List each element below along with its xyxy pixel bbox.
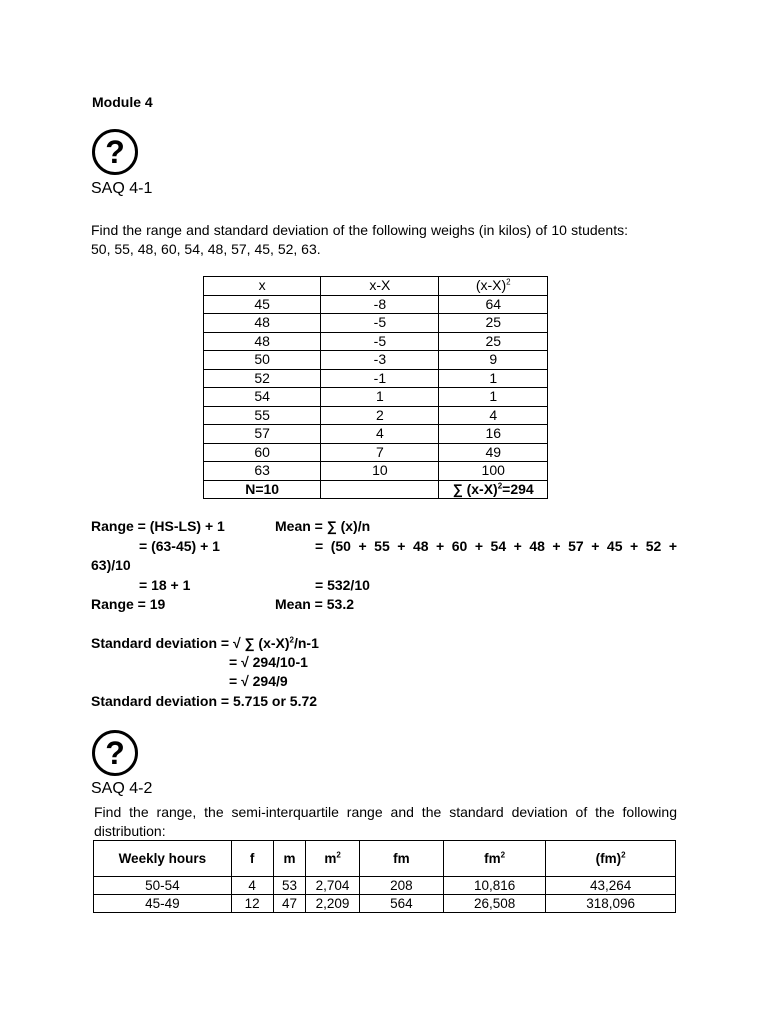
saq2-table <box>93 840 676 913</box>
table-row <box>204 406 548 425</box>
mean-line-4: = 532/10 <box>315 577 370 593</box>
table-cell: 9 <box>439 351 548 370</box>
header-x: x <box>204 277 321 296</box>
table-cell: 63 <box>204 462 321 481</box>
saq2-question: Find the range, the semi-interquartile range and the standard deviation of the following distribution: <box>94 804 677 839</box>
header-m-squared: $m^2$ <box>306 841 360 877</box>
table-cell: 50-54 <box>94 877 232 895</box>
header-weekly-hours: Weekly hours <box>94 841 232 877</box>
saq2-title: SAQ 4-2 <box>91 780 153 797</box>
header-f: f <box>231 841 273 877</box>
question-icon: ? <box>92 730 138 776</box>
table-row <box>204 462 548 481</box>
table-row <box>204 443 548 462</box>
table-cell: 54 <box>204 388 321 407</box>
table-row <box>204 425 548 444</box>
table-cell: 48 <box>204 314 321 333</box>
table-row <box>204 314 548 333</box>
table-cell: 57 <box>204 425 321 444</box>
table-cell: 45-49 <box>94 895 232 913</box>
table-cell: 25 <box>439 314 548 333</box>
header-deviation-squared: $(x-X)^2$ <box>439 277 548 296</box>
header-fm: fm <box>359 841 443 877</box>
table-cell: 4 <box>439 406 548 425</box>
table-footer-row <box>204 480 548 499</box>
table-row <box>204 388 548 407</box>
mean-line-3: 63)/10 <box>91 557 131 573</box>
table-row <box>94 895 676 913</box>
footer-empty <box>321 480 439 499</box>
table-row <box>204 351 548 370</box>
sd-line-3: = √ 294/9 <box>229 673 288 689</box>
sd-line-1: Standard deviation = √ ∑ $(x-X)^2/n-1$ <box>91 635 319 651</box>
table-cell: 50 <box>204 351 321 370</box>
table-cell: -3 <box>321 351 439 370</box>
sd-line-2: = √ 294/10-1 <box>229 654 308 670</box>
table-cell: 53 <box>273 877 306 895</box>
mean-line-2: = (50 + 55 + 48 + 60 + 54 + 48 + 57 + 45 + 52 + <box>315 538 677 554</box>
saq1-title: SAQ 4-1 <box>91 180 153 197</box>
module-title: Module 4 <box>92 94 153 110</box>
table-cell: 16 <box>439 425 548 444</box>
table-cell: 12 <box>231 895 273 913</box>
table-row <box>204 295 548 314</box>
table-cell: 1 <box>439 388 548 407</box>
table-cell: -5 <box>321 314 439 333</box>
table-cell: 25 <box>439 332 548 351</box>
table-cell: 318,096 <box>546 895 676 913</box>
table-header-row <box>204 277 548 296</box>
table-cell: 49 <box>439 443 548 462</box>
table-cell: 45 <box>204 295 321 314</box>
header-fm-all-squared: (fm)$^2$ <box>546 841 676 877</box>
table-cell: 55 <box>204 406 321 425</box>
table-cell: 2 <box>321 406 439 425</box>
saq1-question: Find the range and standard deviation of the following weighs (in kilos) of 10 students: 50, 55, 48, 60, 54, 48, 57, 45, 52, 63. <box>91 222 628 257</box>
table-row <box>204 332 548 351</box>
table-header-row <box>94 841 676 877</box>
footer-n: N=10 <box>204 480 321 499</box>
saq1-table <box>203 276 548 499</box>
range-line-2: = (63-45) + 1 <box>139 538 220 554</box>
table-cell: 64 <box>439 295 548 314</box>
question-icon: ? <box>92 129 138 175</box>
sd-line-4: Standard deviation = 5.715 or 5.72 <box>91 693 318 709</box>
footer-sum: ∑ $(x-X)^2=294$ <box>439 480 548 499</box>
table-cell: 564 <box>359 895 443 913</box>
table-cell: -8 <box>321 295 439 314</box>
table-cell: 10,816 <box>444 877 546 895</box>
table-cell: 1 <box>321 388 439 407</box>
table-cell: -1 <box>321 369 439 388</box>
range-line-3: = 18 + 1 <box>139 577 191 593</box>
table-row <box>94 877 676 895</box>
header-m: m <box>273 841 306 877</box>
table-cell: 2,704 <box>306 877 360 895</box>
table-cell: 52 <box>204 369 321 388</box>
header-fm-squared: $fm^2$ <box>444 841 546 877</box>
table-cell: 48 <box>204 332 321 351</box>
range-line-1: Range = (HS-LS) + 1 <box>91 518 225 534</box>
mean-line-5: Mean = 53.2 <box>275 596 354 612</box>
table-cell: -5 <box>321 332 439 351</box>
table-row <box>204 369 548 388</box>
table-cell: 60 <box>204 443 321 462</box>
table-cell: 47 <box>273 895 306 913</box>
table-cell: 1 <box>439 369 548 388</box>
header-deviation: x-X <box>321 277 439 296</box>
table-cell: 2,209 <box>306 895 360 913</box>
table-cell: 4 <box>231 877 273 895</box>
table-cell: 208 <box>359 877 443 895</box>
range-line-4: Range = 19 <box>91 596 166 612</box>
table-cell: 10 <box>321 462 439 481</box>
table-cell: 100 <box>439 462 548 481</box>
table-cell: 4 <box>321 425 439 444</box>
table-cell: 26,508 <box>444 895 546 913</box>
mean-line-1: Mean = ∑ (x)/n <box>275 518 371 534</box>
table-cell: 43,264 <box>546 877 676 895</box>
table-cell: 7 <box>321 443 439 462</box>
